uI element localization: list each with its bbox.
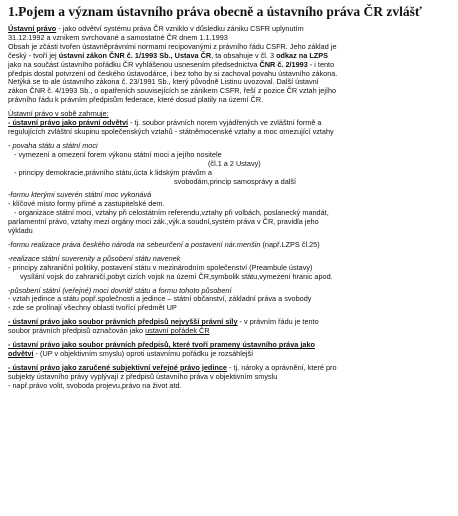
intro-text: - jako odvětví systému práva ČR vzniklo v důsledku zániku CSFR uplynutím xyxy=(56,24,304,33)
intro-line-8: zákon ČNR č. 4/1993 Sb., o opatřeních souvisejících se zánikem CSFR, řeší z pozice ČR vztah jejího xyxy=(8,86,337,96)
odvetvi-line-2: regulujících zvláštní skupinu společenských vztahů - státněmocenské vztahy a moc omezující vztahy xyxy=(8,126,334,136)
suverenita-line-1: - principy zahraniční politiky, postavení státu v mezinárodním společenství (Preambule ústavy) xyxy=(8,262,313,272)
nejvyssi-line-2 xyxy=(8,327,452,336)
pusobeni-line-1: - vztah jedince a státu popř.společnosti a jedince – státní občanství, základní práva a svobody xyxy=(8,294,312,304)
realizace-ref: (např.LZPS čl.25) xyxy=(260,239,320,249)
nejvyssi-text: - v právním řádu je tento xyxy=(237,317,319,327)
suverenita-heading: -realizace státní suverenity a působení státu navenek xyxy=(8,253,181,263)
formy-line-3: parlamentní právo, vztahy mezi orgány moci zák.,výk.a soudní,systém práva v ČR, pravidla jeho xyxy=(8,217,319,227)
intro-line-2: 31.12.1992 a vznikem svrchované a samostatné ČR dnem 1.1.1993 xyxy=(8,32,228,42)
povaha-line-1: - vymezení a omezení forem výkonu státní moci a jejího nositele xyxy=(14,149,222,159)
subjektivni-label: - ústavní právo jako zaručené subjektivní veřejné právo jedince xyxy=(8,362,227,372)
prameny-text: - (UP v objektivním smyslu) oproti ustavnímu pořádku je rozsáhlejší xyxy=(33,349,254,358)
nejvyssi-label: - ústavní právo jako soubor právních předpisů nejvyšší právní síly xyxy=(8,317,238,327)
intro-line-6: předpis dostal potvrzení od českého ústavodárce, i bez toho by si zachoval povahu ústavního zákona. xyxy=(8,68,338,78)
nejvyssi-text: soubor právních předpisů označován jako xyxy=(8,326,146,336)
page-title: 1.Pojem a význam ústavního práva obecně a ústavního práva ČR zvlášť xyxy=(8,4,422,19)
subjektivni-line-2: subjekty ústavního právy vyplývají z předpisů ústavního práva v objektivním smyslu xyxy=(8,371,278,381)
pusobeni-heading: -působení státní (veřejné) moci dovnitř státu a formu tohoto působení xyxy=(8,285,232,295)
ref-ustava: ústavní zákon ČNR č. 1/1993 Sb., Ustava ČR xyxy=(58,50,212,60)
prameny-line-2 xyxy=(8,350,452,359)
intro-text: , ta obsahuje v čl. 3 xyxy=(211,50,277,60)
intro-text: český - tvoří jej xyxy=(8,50,59,60)
ustavni-poradek: ustavní pořádek ČR xyxy=(145,326,210,336)
realizace-heading: -formu realizace práva českého národa na sebeurčení a postavení nár.menšin xyxy=(8,239,261,249)
intro-section xyxy=(8,25,452,105)
formy-line-4: výkladu xyxy=(8,226,33,236)
povaha-line-3: - principy demokracie,právního státu,úcta k lidským právům a xyxy=(14,167,212,177)
prameny-odvetvi: odvětví xyxy=(8,349,34,358)
formy-line-2: - organizace státní moci, vztahy při celostátním referendu,vztahy při volbách, poslanecký mandát, xyxy=(14,208,329,218)
prameny-line-1: - ústavní právo jako soubor právních předpisů, které tvoří prameny ústavního práva jako xyxy=(8,340,315,350)
odvetvi-label: - ústavní právo jako právní odvětví xyxy=(8,118,129,128)
intro-line-9: právního řádu k právním předpisům federace, které dosud platily na území ČR. xyxy=(8,95,264,105)
realizace-line xyxy=(8,241,452,250)
formy-line-1: - klíčové místo formy přímé a zastupitelské dem. xyxy=(8,199,165,209)
intro-text: - i tento xyxy=(307,59,335,69)
intro-text: jako na součást ústavního pořádku ČR vyhlášenou usnesením předsednictva xyxy=(8,59,260,69)
povaha-heading: - povaha státu a státní moci xyxy=(8,140,98,150)
odvetvi-text: - tj. soubor právních norem vyjádřených ve zvláštní formě a xyxy=(128,118,322,128)
pusobeni-line-2: - zde se prolínají všechny oblasti tvořící předmět UP xyxy=(8,303,177,313)
intro-line-3: Obsah je zčásti tvořen ústavněprávními normami recipovanými z právního řádu CSFR. Jeho základ je xyxy=(8,41,337,51)
povaha-line-4: svobodám,princip samosprávy a další xyxy=(174,176,297,186)
section-heading: Ústavní právo v sobě zahrnuje: xyxy=(8,109,109,119)
formy-heading: -formu kterými suverén státní moc vykonává xyxy=(8,190,152,200)
ref-cnr: ČNR č. 2/1993 xyxy=(259,59,308,69)
povaha-line-2: (čl.1 a 2 Ustavy) xyxy=(208,158,261,168)
subjektivni-text: - tj. nároky a oprávnění, které pro xyxy=(227,362,337,372)
ref-lzps: odkaz na LZPS xyxy=(276,50,328,60)
subjektivni-line-3: - např.právo volit, svoboda projevu,právo na život atd. xyxy=(8,380,182,390)
term-ustavni-pravo: Ústavní právo xyxy=(8,24,57,33)
suverenita-line-2: vysílání vojsk do zahraničí,pobyt cizích vojsk na území ČR,symbolik státu,vymezení hranic apod. xyxy=(20,271,333,281)
intro-line-7: Netýká se to ale ústavního zákona č. 23/1991 Sb., který původně Listinu uvozoval. Další ústavní xyxy=(8,77,319,87)
